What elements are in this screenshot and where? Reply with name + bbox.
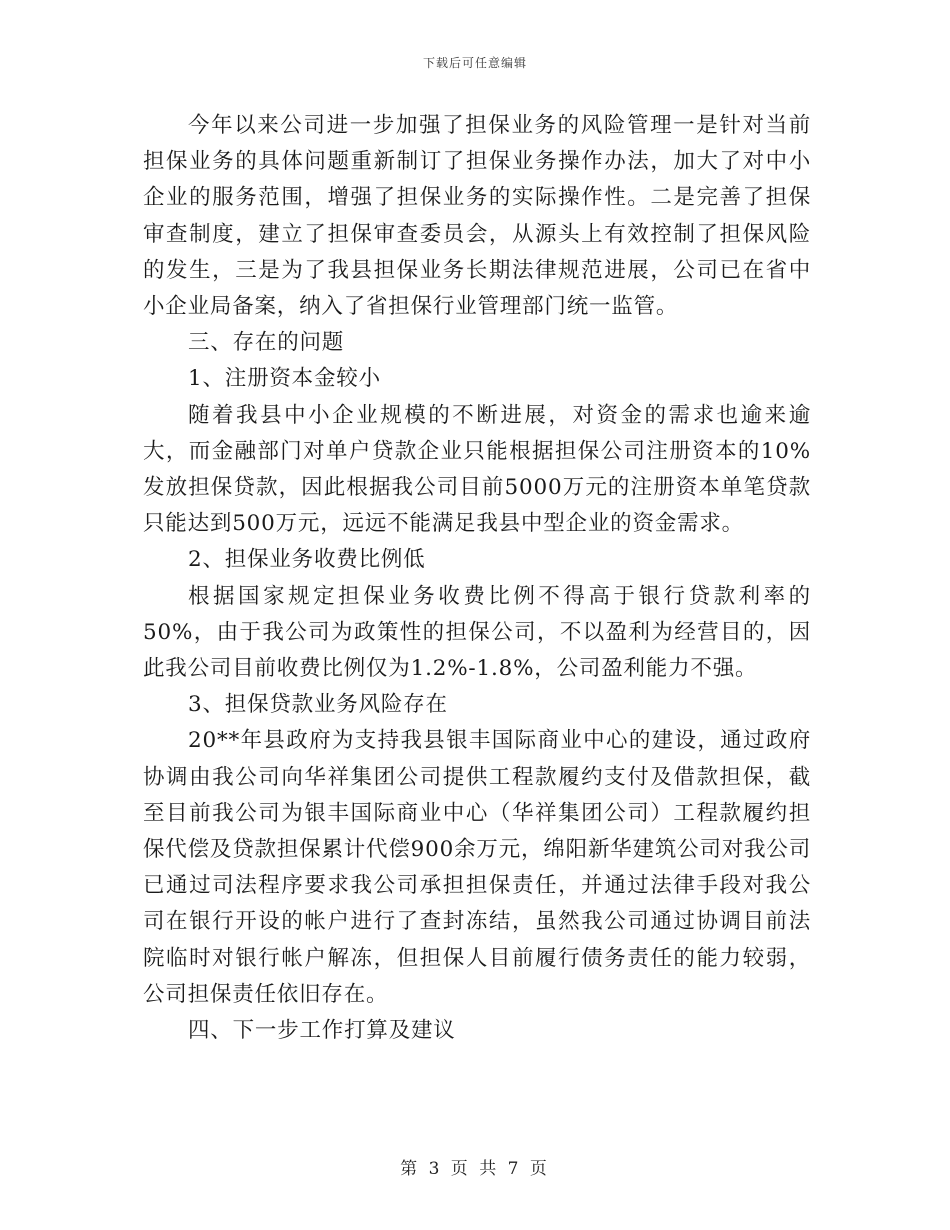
section-heading-next-steps: 四、下一步工作打算及建议 [188,1018,456,1044]
paragraph-loan-risk: 20**年县政府为支持我县银丰国际商业中心的建设，通过政府协调由我公司向华祥集团公司提供工程款履约支付及借款担保，截至目前我公司为银丰国际商业中心（华祥集团公司）工程款履约担保代偿及贷款担保累计代偿900余万元，绵阳新华建筑公司对我公司已通过司法程序要求我公司承担担保责任，并通过法律手段对我公司在银行开设的帐户进行了查封冻结，虽然我公司通过协调目前法院临时对银行帐户解冻，但担保人目前履行债务责任的能力较弱，公司担保责任依旧存在。 [143,728,811,1007]
subheading-registered-capital: 1、注册资本金较小 [188,366,381,392]
section-heading-problems: 三、存在的问题 [188,330,345,356]
document-body [143,108,811,1049]
paragraph-risk-management: 今年以来公司进一步加强了担保业务的风险管理一是针对当前担保业务的具体问题重新制订了担保业务操作办法，加大了对中小企业的服务范围，增强了担保业务的实际操作性。二是完善了担保审查制度，建立了担保审查委员会，从源头上有效控制了担保风险的发生，三是为了我县担保业务长期法律规范进展，公司已在省中小企业局备案，纳入了省担保行业管理部门统一监管。 [143,113,811,320]
paragraph-fee-ratio: 根据国家规定担保业务收费比例不得高于银行贷款利率的50%，由于我公司为政策性的担保公司，不以盈利为经营目的，因此我公司目前收费比例仅为1.2%-1.8%，公司盈利能力不强。 [143,583,811,682]
page-footer: 第 3 页 共 7 页 [400,1159,550,1179]
page-header: 下载后可任意编辑 [422,56,527,70]
subheading-loan-risk: 3、担保贷款业务风险存在 [188,692,448,718]
paragraph-registered-capital: 随着我县中小企业规模的不断进展，对资金的需求也逾来逾大，而金融部门对单户贷款企业只能根据担保公司注册资本的10%发放担保贷款，因此根据我公司目前5000万元的注册资本单笔贷款只能达到500万元，远远不能满足我县中型企业的资金需求。 [143,402,811,537]
subheading-fee-ratio: 2、担保业务收费比例低 [188,547,426,573]
